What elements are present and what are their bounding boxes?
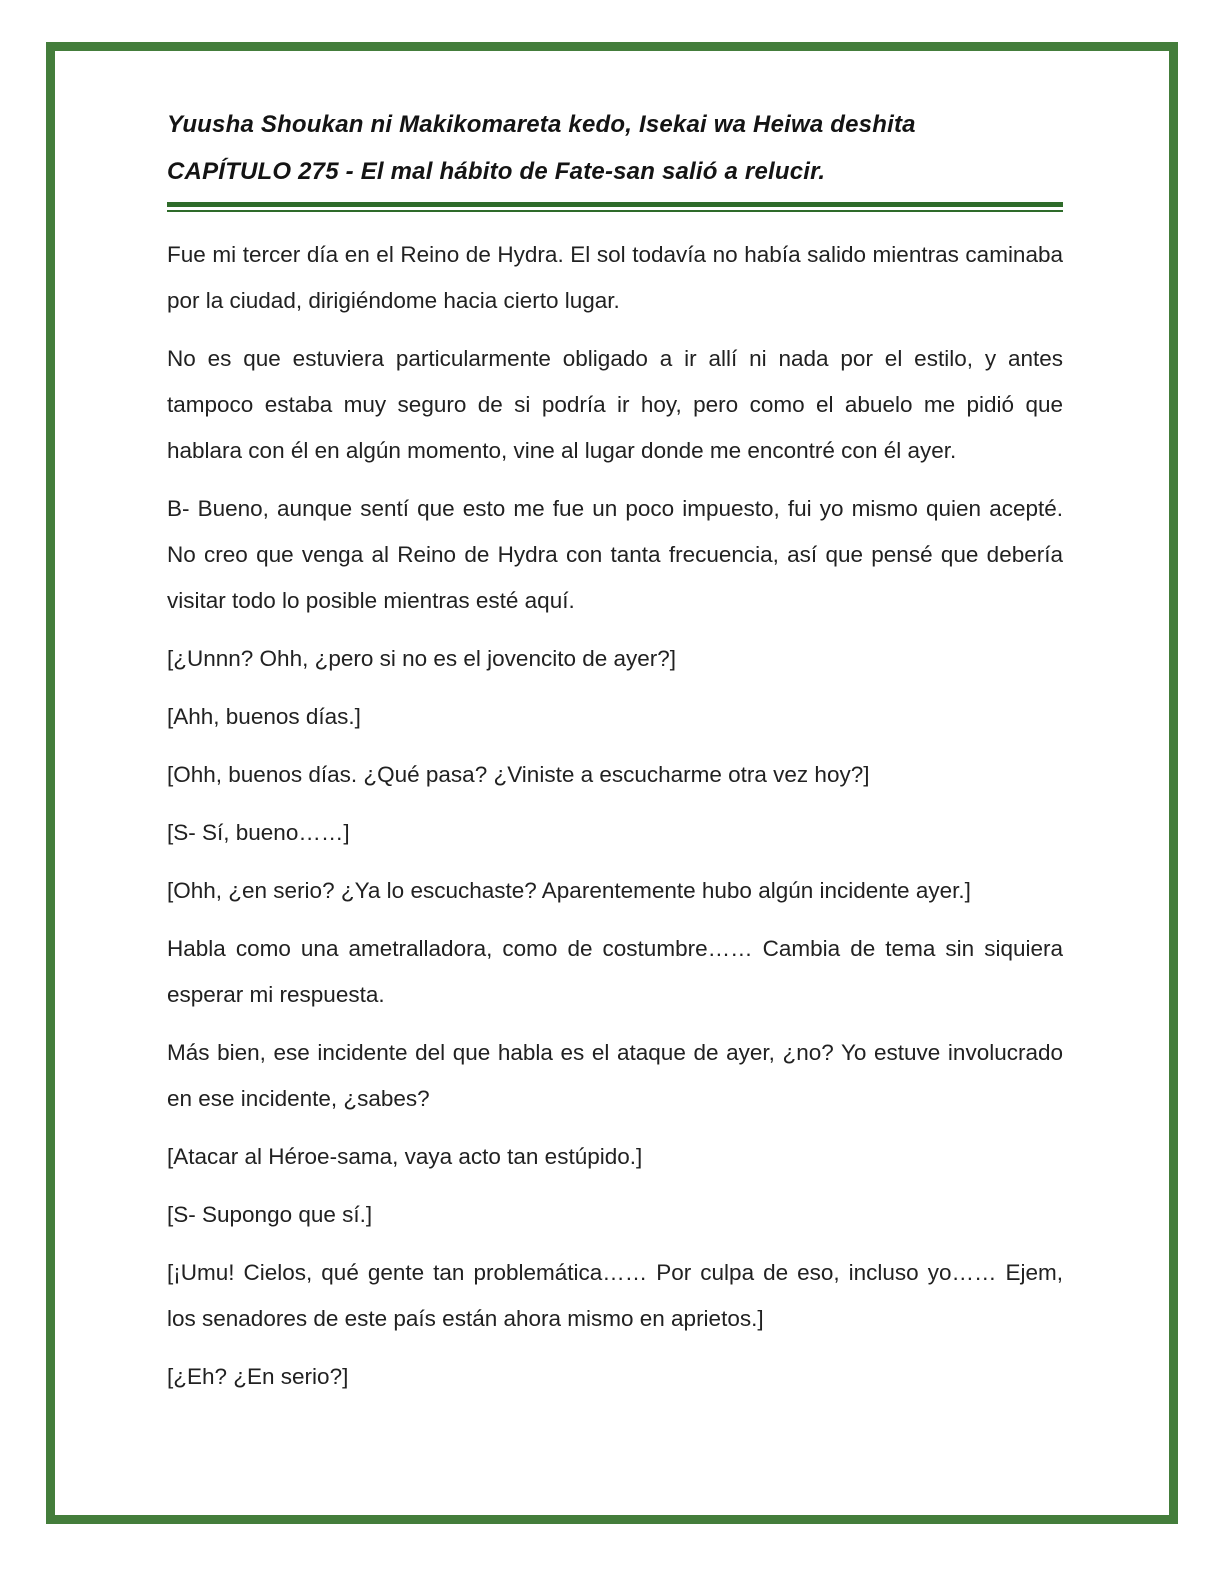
paragraph: Habla como una ametralladora, como de costumbre…… Cambia de tema sin siquiera esperar mi respuesta. xyxy=(167,936,1063,1007)
divider-thin-rule xyxy=(167,210,1063,212)
paragraph: [¡Umu! Cielos, qué gente tan problemática…… Por culpa de eso, incluso yo…… Ejem, los senadores de este país están ahora mismo en aprietos.] xyxy=(167,1260,1063,1331)
chapter-heading: CAPÍTULO 275 - El mal hábito de Fate-san salió a relucir. xyxy=(167,158,826,185)
paragraph: [Ohh, buenos días. ¿Qué pasa? ¿Viniste a escucharme otra vez hoy?] xyxy=(167,762,870,787)
title-block xyxy=(167,101,1063,195)
paragraph: [Ahh, buenos días.] xyxy=(167,704,361,729)
paragraph: [S- Sí, bueno……] xyxy=(167,820,350,845)
paragraph: Más bien, ese incidente del que habla es el ataque de ayer, ¿no? Yo estuve involucrado en ese incidente, ¿sabes? xyxy=(167,1040,1063,1111)
paragraph: [¿Unnn? Ohh, ¿pero si no es el jovencito de ayer?] xyxy=(167,646,677,671)
paragraph: No es que estuviera particularmente obligado a ir allí ni nada por el estilo, y antes tampoco estaba muy seguro de si podría ir hoy, pero como el abuelo me pidió que hablara con él en algún momento, vine al lugar donde me encontré con él ayer. xyxy=(167,346,1063,463)
paragraph: [Ohh, ¿en serio? ¿Ya lo escuchaste? Aparentemente hubo algún incidente ayer.] xyxy=(167,878,971,903)
divider-thick-rule xyxy=(167,202,1063,207)
paragraph: [S- Supongo que sí.] xyxy=(167,1202,373,1227)
heading-divider xyxy=(167,202,1063,212)
novel-title: Yuusha Shoukan ni Makikomareta kedo, Isekai wa Heiwa deshita xyxy=(167,111,916,138)
paragraph: B- Bueno, aunque sentí que esto me fue un poco impuesto, fui yo mismo quien acepté. No creo que venga al Reino de Hydra con tanta frecuencia, así que pensé que debería visitar todo lo posible mientras esté aquí. xyxy=(167,496,1063,613)
paragraph: [¿Eh? ¿En serio?] xyxy=(167,1364,349,1389)
page-border-frame xyxy=(46,42,1178,1524)
document-content xyxy=(55,51,1169,1400)
chapter-body xyxy=(167,232,1063,1400)
paragraph: [Atacar al Héroe-sama, vaya acto tan estúpido.] xyxy=(167,1144,643,1169)
paragraph: Fue mi tercer día en el Reino de Hydra. El sol todavía no había salido mientras caminaba por la ciudad, dirigiéndome hacia cierto lugar. xyxy=(167,242,1063,313)
